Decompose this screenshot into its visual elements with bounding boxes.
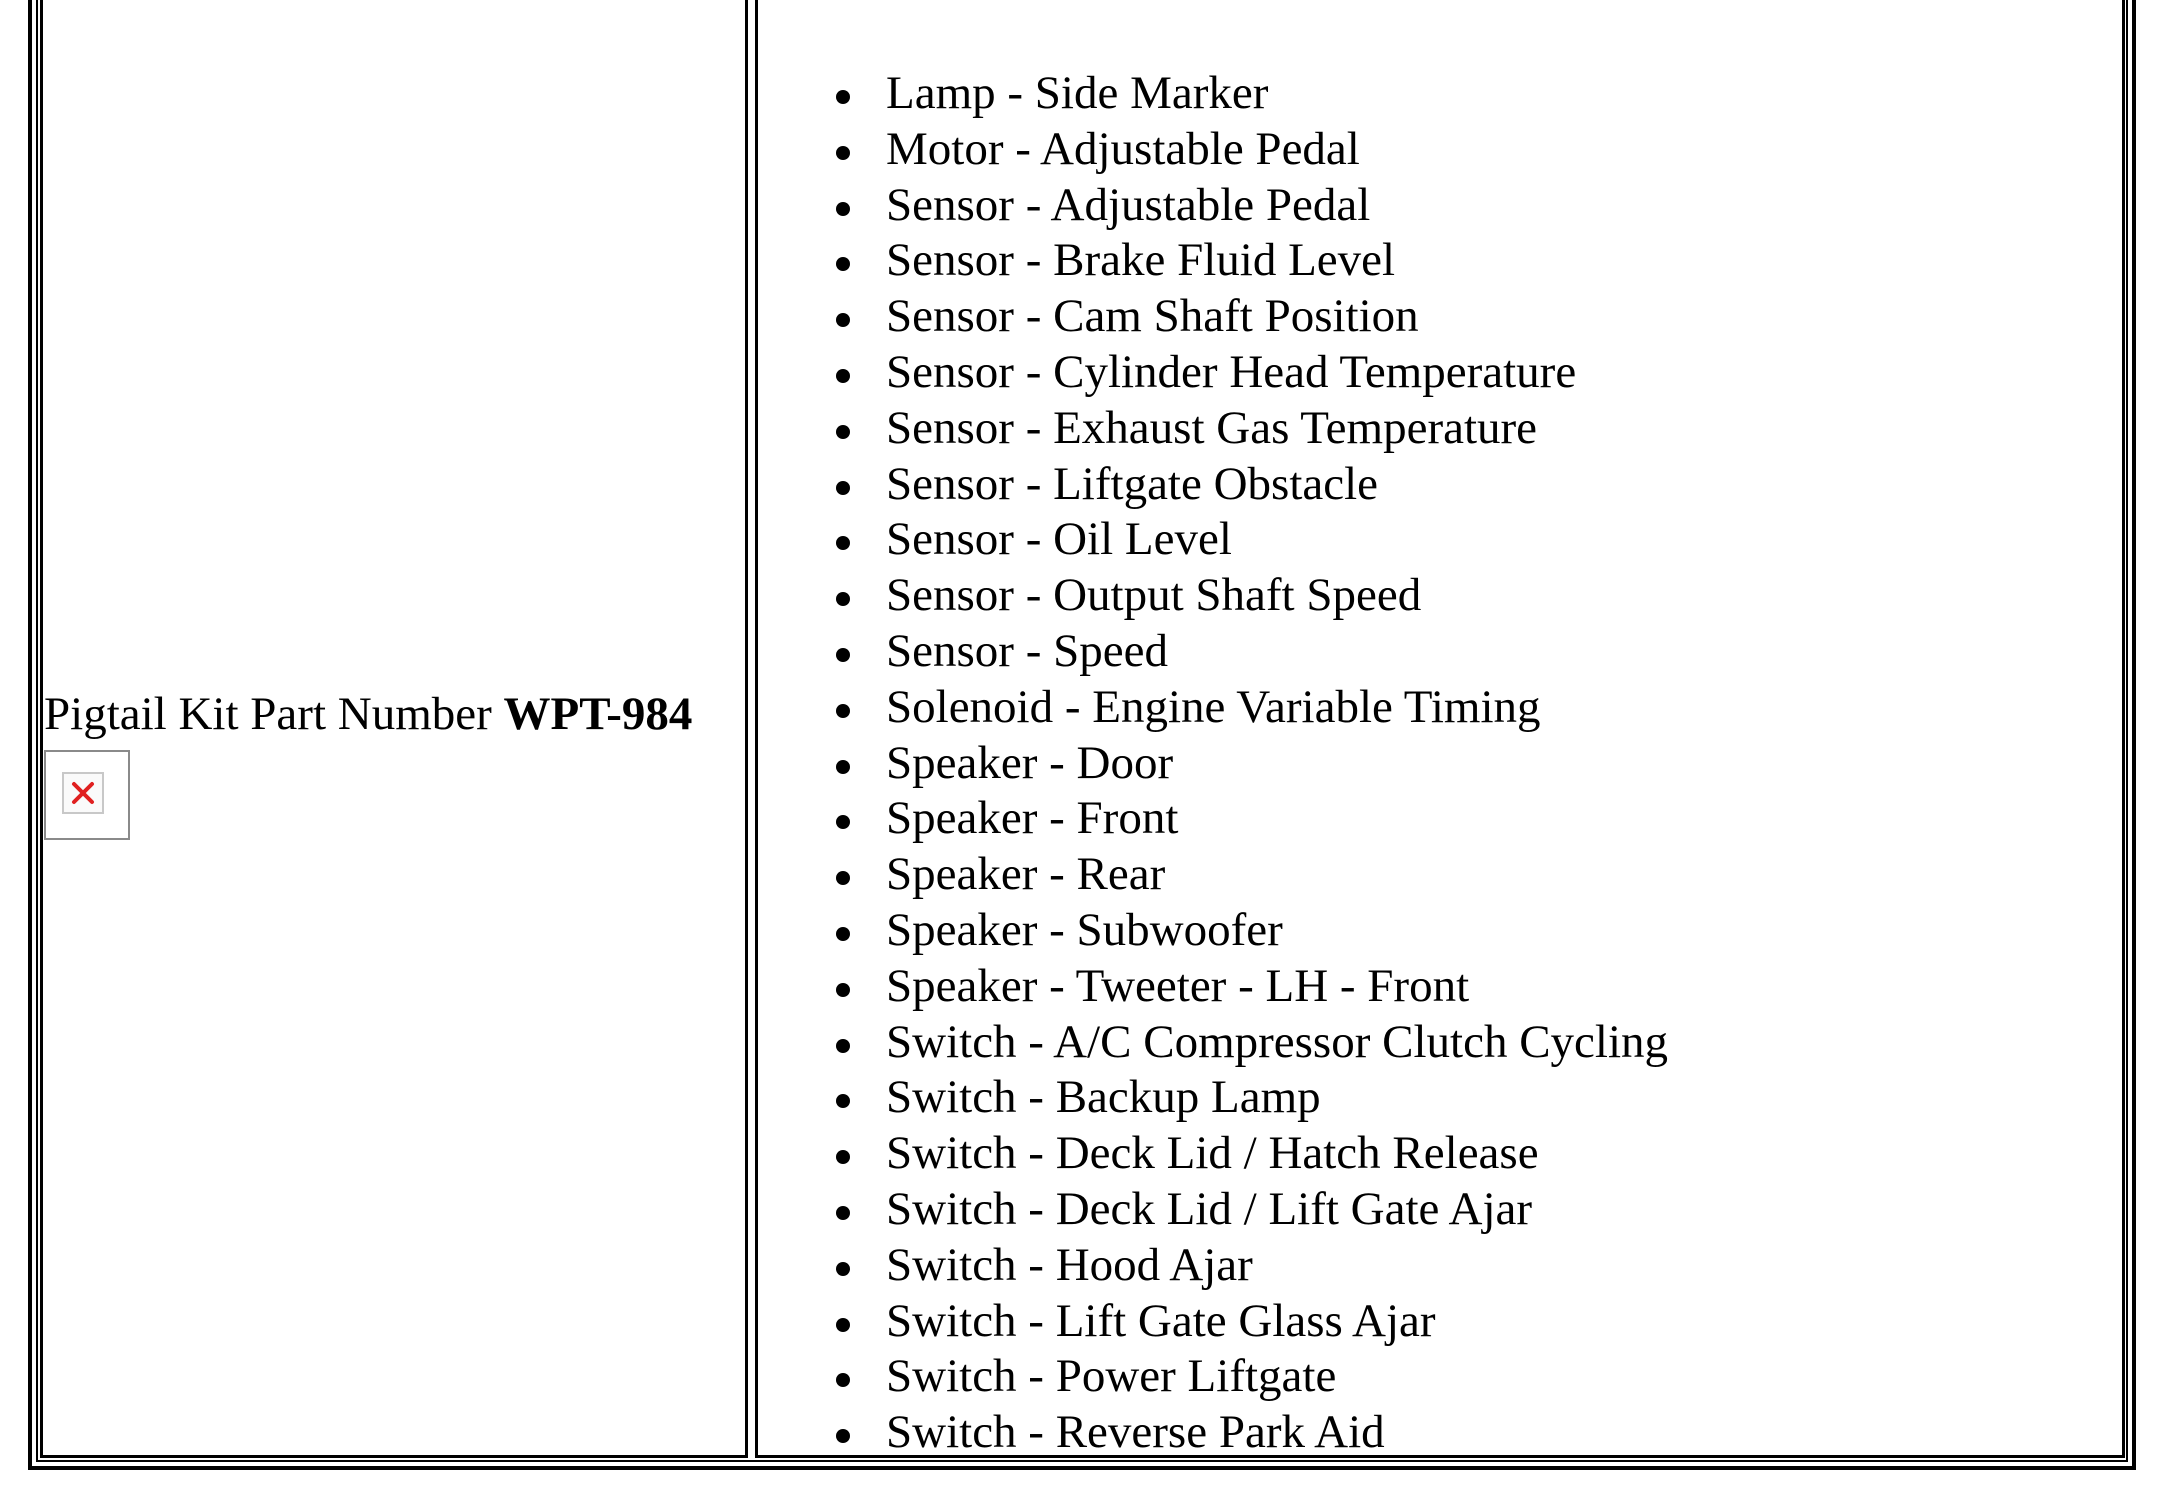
list-item — [826, 233, 1668, 289]
list-item — [826, 680, 1668, 736]
list-item — [826, 1238, 1668, 1294]
list-item-text: Sensor - Cam Shaft Position — [886, 290, 1419, 343]
list-item-text: Speaker - Rear — [886, 848, 1166, 901]
list-item-text: Solenoid - Engine Variable Timing — [886, 680, 1541, 733]
list-item-text: Sensor - Oil Level — [886, 513, 1232, 566]
list-item — [826, 1405, 1668, 1461]
list-item — [826, 1294, 1668, 1350]
bullet-icon — [836, 90, 850, 104]
component-list — [826, 66, 1668, 1461]
list-item-text: Sensor - Brake Fluid Level — [886, 234, 1396, 287]
bullet-icon — [836, 871, 850, 885]
list-item — [826, 624, 1668, 680]
list-item — [826, 1070, 1668, 1126]
list-item-text: Sensor - Adjustable Pedal — [886, 178, 1371, 231]
part-number: WPT-984 — [503, 688, 693, 740]
list-item-text: Sensor - Cylinder Head Temperature — [886, 345, 1577, 398]
pigtail-kit-info — [44, 686, 744, 840]
bullet-icon — [836, 1318, 850, 1332]
list-item — [826, 1015, 1668, 1071]
list-item-text: Switch - Backup Lamp — [886, 1071, 1321, 1124]
bullet-icon — [836, 760, 850, 774]
bullet-icon — [836, 592, 850, 606]
list-item — [826, 345, 1668, 401]
red-x-icon — [69, 779, 97, 807]
bullet-icon — [836, 648, 850, 662]
list-item — [826, 1126, 1668, 1182]
bullet-icon — [836, 146, 850, 160]
list-item-text: Speaker - Tweeter - LH - Front — [886, 959, 1470, 1012]
list-item — [826, 847, 1668, 903]
bullet-icon — [836, 536, 850, 550]
list-item — [826, 512, 1668, 568]
pigtail-kit-label — [44, 686, 744, 742]
list-item-text: Speaker - Subwoofer — [886, 903, 1283, 956]
list-item-text: Switch - Lift Gate Glass Ajar — [886, 1294, 1436, 1347]
list-item-text: Switch - Deck Lid / Hatch Release — [886, 1127, 1539, 1180]
list-item-text: Switch - Power Liftgate — [886, 1350, 1337, 1403]
list-item — [826, 401, 1668, 457]
bullet-icon — [836, 425, 850, 439]
list-item-text: Speaker - Front — [886, 792, 1179, 845]
bullet-icon — [836, 815, 850, 829]
list-item — [826, 122, 1668, 178]
bullet-icon — [836, 1429, 850, 1443]
list-item — [826, 791, 1668, 847]
list-item — [826, 959, 1668, 1015]
list-item — [826, 903, 1668, 959]
bullet-icon — [836, 313, 850, 327]
list-item-text: Switch - Reverse Park Aid — [886, 1406, 1385, 1459]
broken-image-placeholder[interactable] — [44, 750, 130, 840]
list-item — [826, 1349, 1668, 1405]
bullet-icon — [836, 983, 850, 997]
list-item — [826, 1182, 1668, 1238]
pigtail-kit-label-prefix: Pigtail Kit Part Number — [44, 688, 504, 740]
list-item-text: Sensor - Exhaust Gas Temperature — [886, 401, 1538, 454]
list-item-text: Sensor - Speed — [886, 624, 1168, 677]
list-item-text: Switch - Deck Lid / Lift Gate Ajar — [886, 1182, 1533, 1235]
bullet-icon — [836, 257, 850, 271]
bullet-icon — [836, 1206, 850, 1220]
list-item — [826, 568, 1668, 624]
list-item-text: Motor - Adjustable Pedal — [886, 122, 1360, 175]
list-item — [826, 289, 1668, 345]
list-item-text: Sensor - Liftgate Obstacle — [886, 457, 1379, 510]
list-item — [826, 457, 1668, 513]
bullet-icon — [836, 927, 850, 941]
bullet-icon — [836, 369, 850, 383]
bullet-icon — [836, 481, 850, 495]
bullet-icon — [836, 1150, 850, 1164]
bullet-icon — [836, 704, 850, 718]
broken-image-icon — [62, 772, 104, 814]
list-item-text: Lamp - Side Marker — [886, 67, 1269, 119]
list-item-text: Switch - A/C Compressor Clutch Cycling — [886, 1015, 1669, 1068]
list-item-text: Speaker - Door — [886, 736, 1174, 789]
list-item — [826, 736, 1668, 792]
bullet-icon — [836, 1262, 850, 1276]
bullet-icon — [836, 202, 850, 216]
bullet-icon — [836, 1373, 850, 1387]
list-item-text: Sensor - Output Shaft Speed — [886, 569, 1422, 622]
list-item — [826, 66, 1668, 122]
bullet-icon — [836, 1039, 850, 1053]
list-item-text: Switch - Hood Ajar — [886, 1238, 1253, 1291]
list-item — [826, 178, 1668, 234]
bullet-icon — [836, 1094, 850, 1108]
